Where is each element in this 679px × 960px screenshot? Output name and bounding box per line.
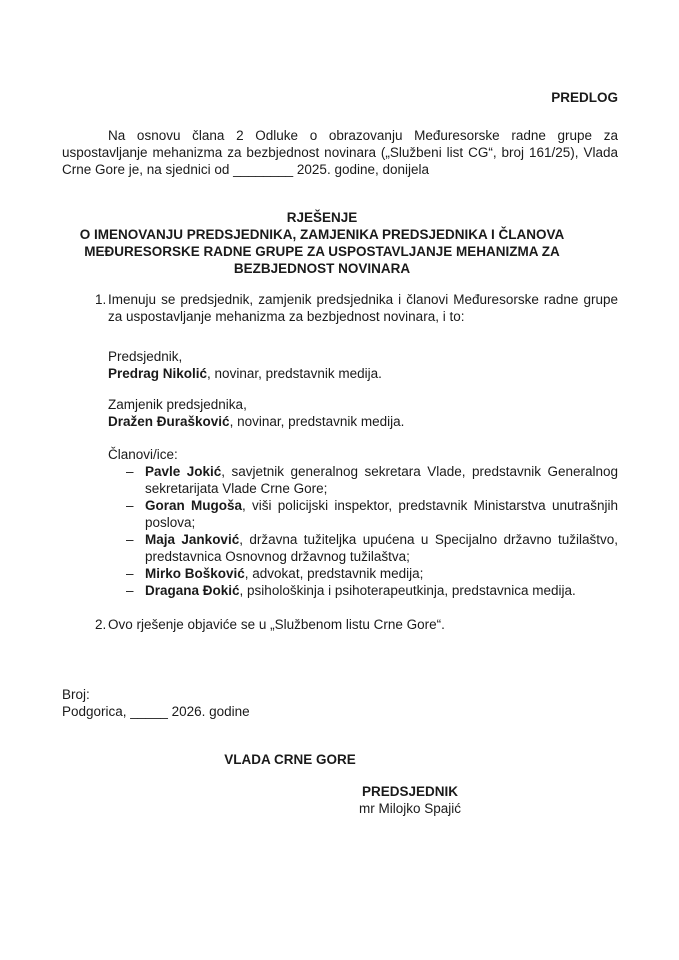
government-name: VLADA CRNE GORE bbox=[224, 752, 356, 767]
signature-title: PREDSJEDNIK bbox=[361, 784, 459, 799]
item-1-text: Imenuju se predsjednik, zamjenik predsjednika i članovi Međuresorske radne grupe za uspostavljanje mehanizma za bezbjednost novinara, i to: bbox=[108, 292, 618, 324]
deputy-desc: , novinar, predstavnik medija. bbox=[229, 414, 405, 429]
document-title-line: MEĐURESORSKE RADNE GRUPE ZA USPOSTAVLJANJE MEHANIZMA ZA bbox=[84, 244, 560, 259]
president-entry bbox=[108, 348, 618, 382]
members-heading: Članovi/ice: bbox=[108, 447, 178, 462]
president-line bbox=[108, 365, 618, 382]
member-desc: , psihološkinja i psihoterapeutkinja, predstavnica medija. bbox=[239, 583, 576, 598]
dash-bullet: – bbox=[126, 498, 134, 513]
number-date-block bbox=[62, 686, 618, 720]
member-row bbox=[126, 582, 618, 599]
member-desc: , viši policijski inspektor, predstavnik Ministarstva unutrašnjih poslova; bbox=[145, 498, 618, 530]
member-name: Mirko Bošković bbox=[145, 566, 245, 581]
president-heading: Predsjednik, bbox=[108, 349, 183, 364]
member-row bbox=[126, 531, 618, 565]
document-title-line: BEZBJEDNOST NOVINARA bbox=[233, 261, 411, 276]
dash-bullet: – bbox=[126, 583, 134, 598]
broj-label: Broj: bbox=[62, 687, 90, 702]
intro-paragraph: Na osnovu člana 2 Odluke o obrazovanju Međuresorske radne grupe za uspostavljanje mehanizma za bezbjednost novinara („Službeni list CG“, broj 161/25), Vlada Crne Gore je, na sjednici od ________ 2025. godine, donijela bbox=[62, 128, 618, 177]
member-name: Maja Janković bbox=[145, 532, 240, 547]
dash-bullet: – bbox=[126, 532, 134, 547]
signature-name: mr Milojko Spajić bbox=[358, 801, 462, 816]
member-desc: , savjetnik generalnog sekretara Vlade, predstavnik Generalnog sekretarijata Vlade Crne Gore; bbox=[145, 464, 618, 496]
member-row bbox=[126, 565, 618, 582]
member-name: Goran Mugoša bbox=[145, 498, 243, 513]
deputy-entry bbox=[108, 396, 618, 430]
place-date-line: Podgorica, _____ 2026. godine bbox=[62, 704, 250, 719]
members-list bbox=[62, 463, 618, 599]
document-title bbox=[62, 209, 582, 277]
member-row bbox=[126, 497, 618, 531]
deputy-heading: Zamjenik predsjednika, bbox=[108, 397, 247, 412]
document-title-line: O IMENOVANJU PREDSJEDNIKA, ZAMJENIKA PREDSJEDNIKA I ČLANOVA bbox=[79, 227, 565, 242]
predlog-label: PREDLOG bbox=[551, 90, 618, 105]
member-desc: , državna tužiteljka upućena u Specijalno državno tužilaštvo, predstavnica Osnovnog državnog tužilaštva; bbox=[145, 532, 618, 564]
item-1-number: 1. bbox=[95, 292, 107, 307]
document-title-line: RJEŠENJE bbox=[286, 210, 358, 225]
member-name: Pavle Jokić bbox=[145, 464, 222, 479]
signature-block bbox=[202, 783, 618, 817]
item-2-number: 2. bbox=[95, 617, 107, 632]
deputy-line bbox=[108, 413, 618, 430]
president-name: Predrag Nikolić bbox=[108, 366, 208, 381]
item-1 bbox=[62, 291, 618, 325]
member-name: Dragana Đokić bbox=[145, 583, 240, 598]
dash-bullet: – bbox=[126, 464, 134, 479]
deputy-name: Dražen Đurašković bbox=[108, 414, 230, 429]
item-2-text: Ovo rješenje objaviće se u „Službenom listu Crne Gore“. bbox=[108, 617, 445, 632]
member-desc: , advokat, predstavnik medija; bbox=[244, 566, 424, 581]
item-2 bbox=[62, 616, 618, 633]
member-row bbox=[126, 463, 618, 497]
dash-bullet: – bbox=[126, 566, 134, 581]
president-desc: , novinar, predstavnik medija. bbox=[207, 366, 382, 381]
